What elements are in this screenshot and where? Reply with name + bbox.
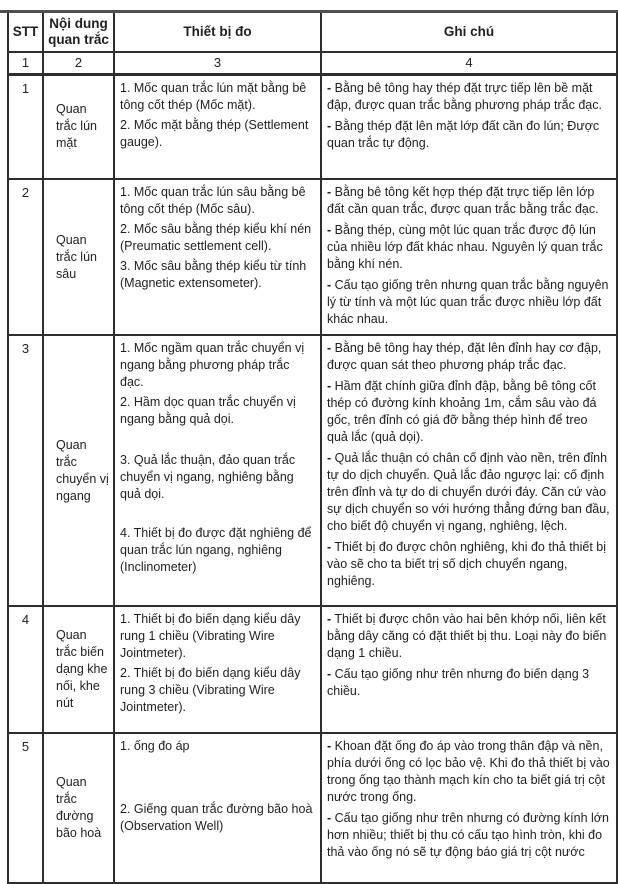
cell-stt: 5 — [8, 733, 43, 883]
bullet-dash: - — [327, 811, 332, 825]
bullet-dash: - — [327, 185, 332, 199]
bullet-dash: - — [327, 379, 332, 393]
ghi-chu-item: - Bằng bê tông kết hợp thép đặt trực tiếp lên lớp đất cần quan trắc, được quan trắc bằng trắc đạc. — [327, 185, 599, 216]
ghi-chu-item: - Khoan đặt ống đo áp vào trong thân đập và nền, phía dưới ống có lọc bảo vệ. Khi đo thả thiết bị vào trong ống tạo thành mạch kín cho ta biết giá trị cột nước trong ống. — [327, 739, 610, 804]
cell-noi-dung: Quan trắc chuyển vị ngang — [43, 335, 114, 606]
thiet-bi-item: 4. Thiết bị đo được đặt nghiêng để quan trắc lún ngang, nghiêng (Inclinometer) — [120, 526, 312, 574]
cell-noi-dung: Quan trắc biến dạng khe nối, khe nút — [43, 606, 114, 733]
ghi-chu-item: - Bằng bê tông hay thép đặt trực tiếp lên bề mặt đập, được quan trắc bằng phương pháp trắc đạc. — [327, 80, 602, 112]
ghi-chu-item: - Bằng thép đặt lên mặt lớp đất cần đo lún; Được quan trắc tự động. — [327, 118, 600, 150]
column-number-1: 1 — [8, 52, 43, 74]
table-row — [8, 606, 617, 733]
table-row — [8, 74, 617, 179]
thiet-bi-item: 2. Mốc sâu bằng thép kiểu khí nén (Preumatic settlement cell). — [120, 222, 312, 253]
bullet-dash: - — [327, 341, 332, 355]
header-thiet-bi-do: Thiết bị đo — [114, 11, 321, 52]
header-row — [8, 11, 617, 52]
ghi-chu-item: - Thiết bị đo được chôn nghiêng, khi đo thả thiết bị vào sẽ cho ta biết trị số dịch chuyển ngang, nghiêng. — [327, 540, 607, 588]
header-ghi-chu: Ghi chú — [321, 11, 617, 52]
thiet-bi-item: 1. Mốc quan trắc lún sâu bằng bê tông cốt thép (Mốc sâu). — [120, 185, 306, 216]
thiet-bi-item: 1. Thiết bị đo biến dạng kiểu dây rung 1 chiều (Vibrating Wire Jointmeter). — [120, 612, 301, 660]
bullet-dash: - — [327, 739, 332, 753]
cell-stt: 2 — [8, 179, 43, 335]
bullet-dash: - — [327, 612, 332, 626]
ghi-chu-item: - Thiết bị được chôn vào hai bên khớp nối, liên kết bằng dây căng có đặt thiết bị thu. Loại này đo biến dạng 1 chiều. — [327, 612, 607, 660]
cell-thiet-bi — [114, 733, 321, 883]
cell-thiet-bi — [114, 606, 321, 733]
table-header — [8, 11, 617, 74]
cell-stt: 4 — [8, 606, 43, 733]
thiet-bi-item: 2. Thiết bị đo biến dạng kiểu dây rung 3 chiều (Vibrating Wire Jointmeter). — [120, 666, 301, 714]
thiet-bi-item: 1. Mốc ngầm quan trắc chuyển vị ngang bằng phương pháp trắc đạc. — [120, 341, 305, 389]
cell-stt: 3 — [8, 335, 43, 606]
ghi-chu-item: - Cấu tạo giống như trên nhưng có đường kính lớn hơn nhiều; thiết bị thu có cấu tạo hình tròn, khi đo thả vào ống nó sẽ tự động báo giá trị cột nước — [327, 811, 609, 859]
table-row — [8, 335, 617, 606]
monitoring-equipment-table — [7, 10, 618, 884]
cell-stt: 1 — [8, 74, 43, 179]
table-body — [8, 74, 617, 883]
ghi-chu-item: - Bằng bê tông hay thép, đặt lên đỉnh hay cơ đập, được quan sát theo phương pháp trắc đạc. — [327, 341, 602, 372]
scan-artifact-line — [0, 10, 618, 13]
table-row — [8, 733, 617, 883]
column-number-4: 4 — [321, 52, 617, 74]
bullet-dash: - — [327, 451, 332, 465]
cell-ghi-chu — [321, 179, 617, 335]
table-row — [8, 179, 617, 335]
ghi-chu-item: - Quả lắc thuận có chân cố định vào nền, trên đỉnh tự do dịch chuyển. Quả lắc đảo ngược lại: cố định trên đỉnh và tự do di chuyển dưới đáy. Căn cứ vào sự dịch chuyển so với hướng thẳng đứng ban đầu, cho biết độ chuyển vị ngang, nghiêng, lệch. — [327, 451, 610, 533]
column-number-3: 3 — [114, 52, 321, 74]
header-stt: STT — [8, 11, 43, 52]
thiet-bi-item: 2. Hầm dọc quan trắc chuyển vị ngang bằng quả dọi. — [120, 395, 296, 426]
bullet-dash: - — [327, 540, 332, 554]
thiet-bi-item: 1. Mốc quan trắc lún mặt bằng bê tông cốt thép (Mốc mặt). — [120, 80, 307, 112]
thiet-bi-item: 3. Quả lắc thuận, đảo quan trắc chuyển vị ngang, nghiêng bằng quả dọi. — [120, 453, 296, 501]
ghi-chu-item: - Cấu tạo giống như trên nhưng đo biến dạng 3 chiều. — [327, 667, 590, 698]
thiet-bi-item: 2. Giếng quan trắc đường bão hoà (Observation Well) — [120, 802, 313, 833]
bullet-dash: - — [327, 278, 332, 292]
thiet-bi-item: 2. Mốc mặt bằng thép (Settlement gauge). — [120, 117, 309, 149]
ghi-chu-item: - Bằng thép, cùng một lúc quan trắc được độ lún của nhiều lớp đất khác nhau. Nguyên lý quan trắc bằng khí nén. — [327, 223, 603, 271]
cell-ghi-chu — [321, 335, 617, 606]
header-noi-dung-quan-trac: Nội dung quan trắc — [43, 11, 114, 52]
bullet-dash: - — [327, 667, 332, 681]
cell-thiet-bi — [114, 335, 321, 606]
bullet-dash: - — [327, 223, 332, 237]
column-number-2: 2 — [43, 52, 114, 74]
bullet-dash: - — [327, 118, 332, 133]
cell-ghi-chu — [321, 74, 617, 179]
ghi-chu-item: - Hầm đặt chính giữa đỉnh đập, bằng bê tông cốt thép có đường kính khoảng 1m, cắm sâu vào đá gốc, trên đỉnh có giá đỡ bằng thép hình để treo quả lắc (quả dọi). — [327, 379, 597, 444]
ghi-chu-item: - Cấu tạo giống trên nhưng quan trắc bằng nguyên lý từ tính và một lúc quan trắc được nhiều lớp đất khác nhau. — [327, 278, 609, 326]
thiet-bi-item: 3. Mốc sâu bằng thép kiểu từ tính (Magnetic extensometer). — [120, 259, 307, 290]
cell-ghi-chu — [321, 606, 617, 733]
cell-noi-dung: Quan trắc lún sâu — [43, 179, 114, 335]
cell-ghi-chu — [321, 733, 617, 883]
bullet-dash: - — [327, 80, 332, 95]
column-number-row — [8, 52, 617, 74]
cell-noi-dung: Quan trắc đường bão hoà — [43, 733, 114, 883]
thiet-bi-item: 1. ống đo áp — [120, 739, 190, 753]
cell-thiet-bi — [114, 179, 321, 335]
cell-noi-dung: Quan trắc lún mặt — [43, 74, 114, 179]
cell-thiet-bi — [114, 74, 321, 179]
